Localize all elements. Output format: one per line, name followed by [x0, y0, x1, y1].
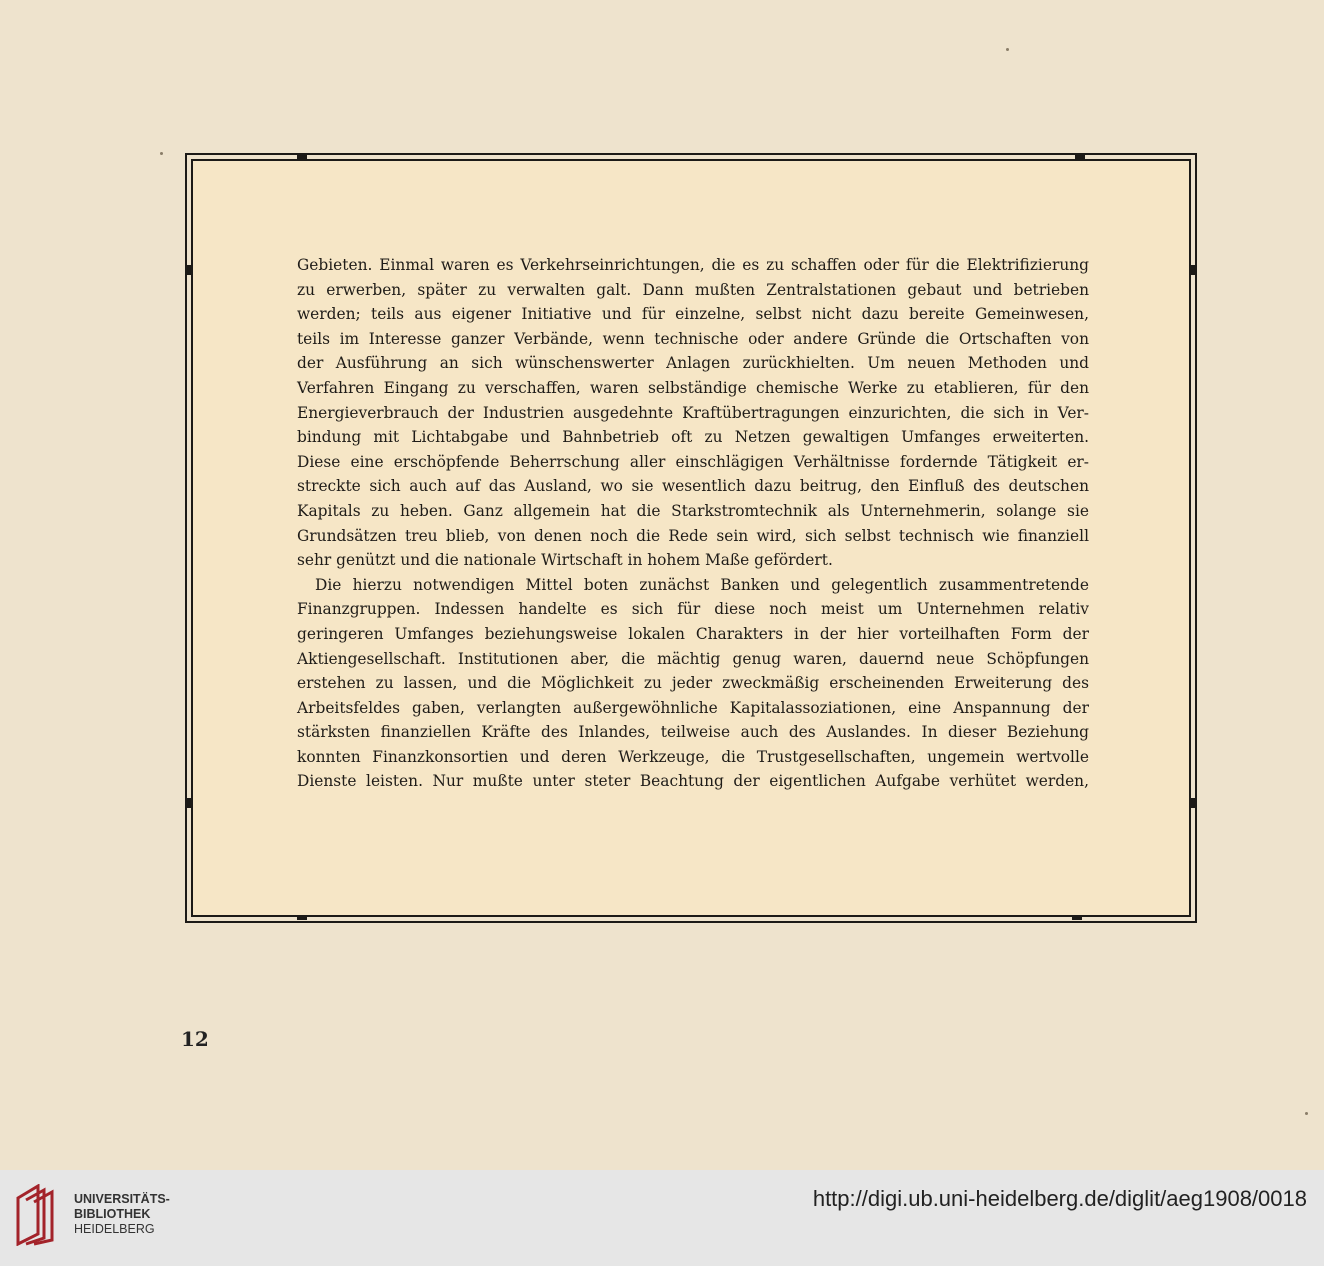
frame-ornament	[187, 265, 192, 275]
library-name-line-3: HEIDELBERG	[74, 1222, 155, 1236]
text-line: Dienste leisten. Nur mußte unter steter Beachtung der eigentlichen Aufgabe verhütet werden,	[297, 772, 1089, 791]
text-line: bindung mit Lichtabgabe und Bahnbetrieb oft zu Netzen gewaltigen Umfanges erweiterten.	[297, 428, 1089, 447]
library-name-line-1: UNIVERSITÄTS-	[74, 1192, 170, 1206]
text-line: Arbeitsfeldes gaben, verlangten außergewöhnliche Kapitalassoziationen, eine Anspannung der	[297, 698, 1089, 717]
text-line: Diese eine erschöpfende Beherrschung aller einschlägigen Verhältnisse fordernde Tätigkeit er-	[297, 452, 1089, 471]
frame-ornament	[1075, 155, 1085, 160]
frame-ornament	[1191, 798, 1196, 808]
text-line: Finanzgruppen. Indessen handelte es sich für diese noch meist um Unternehmen relativ	[297, 600, 1089, 619]
paragraph-2	[297, 573, 1089, 794]
viewer-footer	[0, 1170, 1324, 1266]
library-name[interactable]	[74, 1192, 170, 1237]
text-line: Die hierzu notwendigen Mittel boten zunächst Banken und gelegentlich zusammentretende	[315, 575, 1089, 594]
frame-ornament	[187, 798, 192, 808]
text-line: Aktiengesellschaft. Institutionen aber, die mächtig genug waren, dauernd neue Schöpfungen	[297, 649, 1089, 668]
text-line: Gebieten. Einmal waren es Verkehrseinrichtungen, die es zu schaffen oder für die Elektrifizierung	[297, 256, 1089, 274]
library-logo-icon[interactable]	[14, 1184, 62, 1246]
text-line: Verfahren Eingang zu verschaffen, waren selbständige chemische Werke zu etablieren, für den	[297, 378, 1089, 397]
library-name-line-2: BIBLIOTHEK	[74, 1207, 151, 1221]
text-line: geringeren Umfanges beziehungsweise lokalen Charakters in der hier vorteilhaften Form der	[297, 624, 1089, 643]
permalink-url[interactable]: http://digi.ub.uni-heidelberg.de/diglit/aeg1908/0018	[812, 1186, 1307, 1211]
text-line: teils im Interesse ganzer Verbände, wenn technische oder andere Gründe die Ortschaften von	[297, 329, 1089, 348]
text-line: Energieverbrauch der Industrien ausgedehnte Kraftübertragungen einzurichten, die sich in Ver-	[297, 403, 1089, 422]
text-line: zu erwerben, später zu verwalten galt. Dann mußten Zentralstationen gebaut und betrieben	[297, 280, 1089, 299]
frame-ornament	[297, 915, 307, 920]
text-line: erstehen zu lassen, und die Möglichkeit zu jeder zweckmäßig erscheinenden Erweiterung des	[297, 674, 1089, 693]
frame-ornament	[297, 155, 307, 160]
text-line: konnten Finanzkonsortien und deren Werkzeuge, die Trustgesellschaften, ungemein wertvolle	[297, 747, 1089, 766]
body-text	[297, 253, 1089, 794]
text-line: werden; teils aus eigener Initiative und für einzelne, selbst nicht dazu bereite Gemeinwesen,	[297, 305, 1089, 324]
frame-ornament	[1072, 915, 1082, 920]
text-line: sehr genützt und die nationale Wirtschaft in hohem Maße gefördert.	[297, 551, 833, 570]
paper-speck	[160, 152, 163, 155]
text-line: stärksten finanziellen Kräfte des Inlandes, teilweise auch des Auslandes. In dieser Beziehung	[297, 723, 1089, 742]
text-line: Grundsätzen treu blieb, von denen noch die Rede sein wird, sich selbst technisch wie finanziell	[297, 526, 1089, 545]
text-line: Kapitals zu heben. Ganz allgemein hat die Starkstromtechnik als Unternehmerin, solange sie	[297, 501, 1089, 520]
paper-speck	[1305, 1112, 1308, 1115]
frame-ornament	[1191, 265, 1196, 275]
page-number: 12	[181, 1027, 209, 1051]
paragraph-1	[297, 253, 1089, 573]
text-line: streckte sich auch auf das Ausland, wo sie wesentlich dazu beitrug, den Einfluß des deutschen	[297, 477, 1089, 496]
text-line: der Ausführung an sich wünschenswerter Anlagen zurückhielten. Um neuen Methoden und	[297, 354, 1089, 373]
paper-speck	[1006, 48, 1009, 51]
